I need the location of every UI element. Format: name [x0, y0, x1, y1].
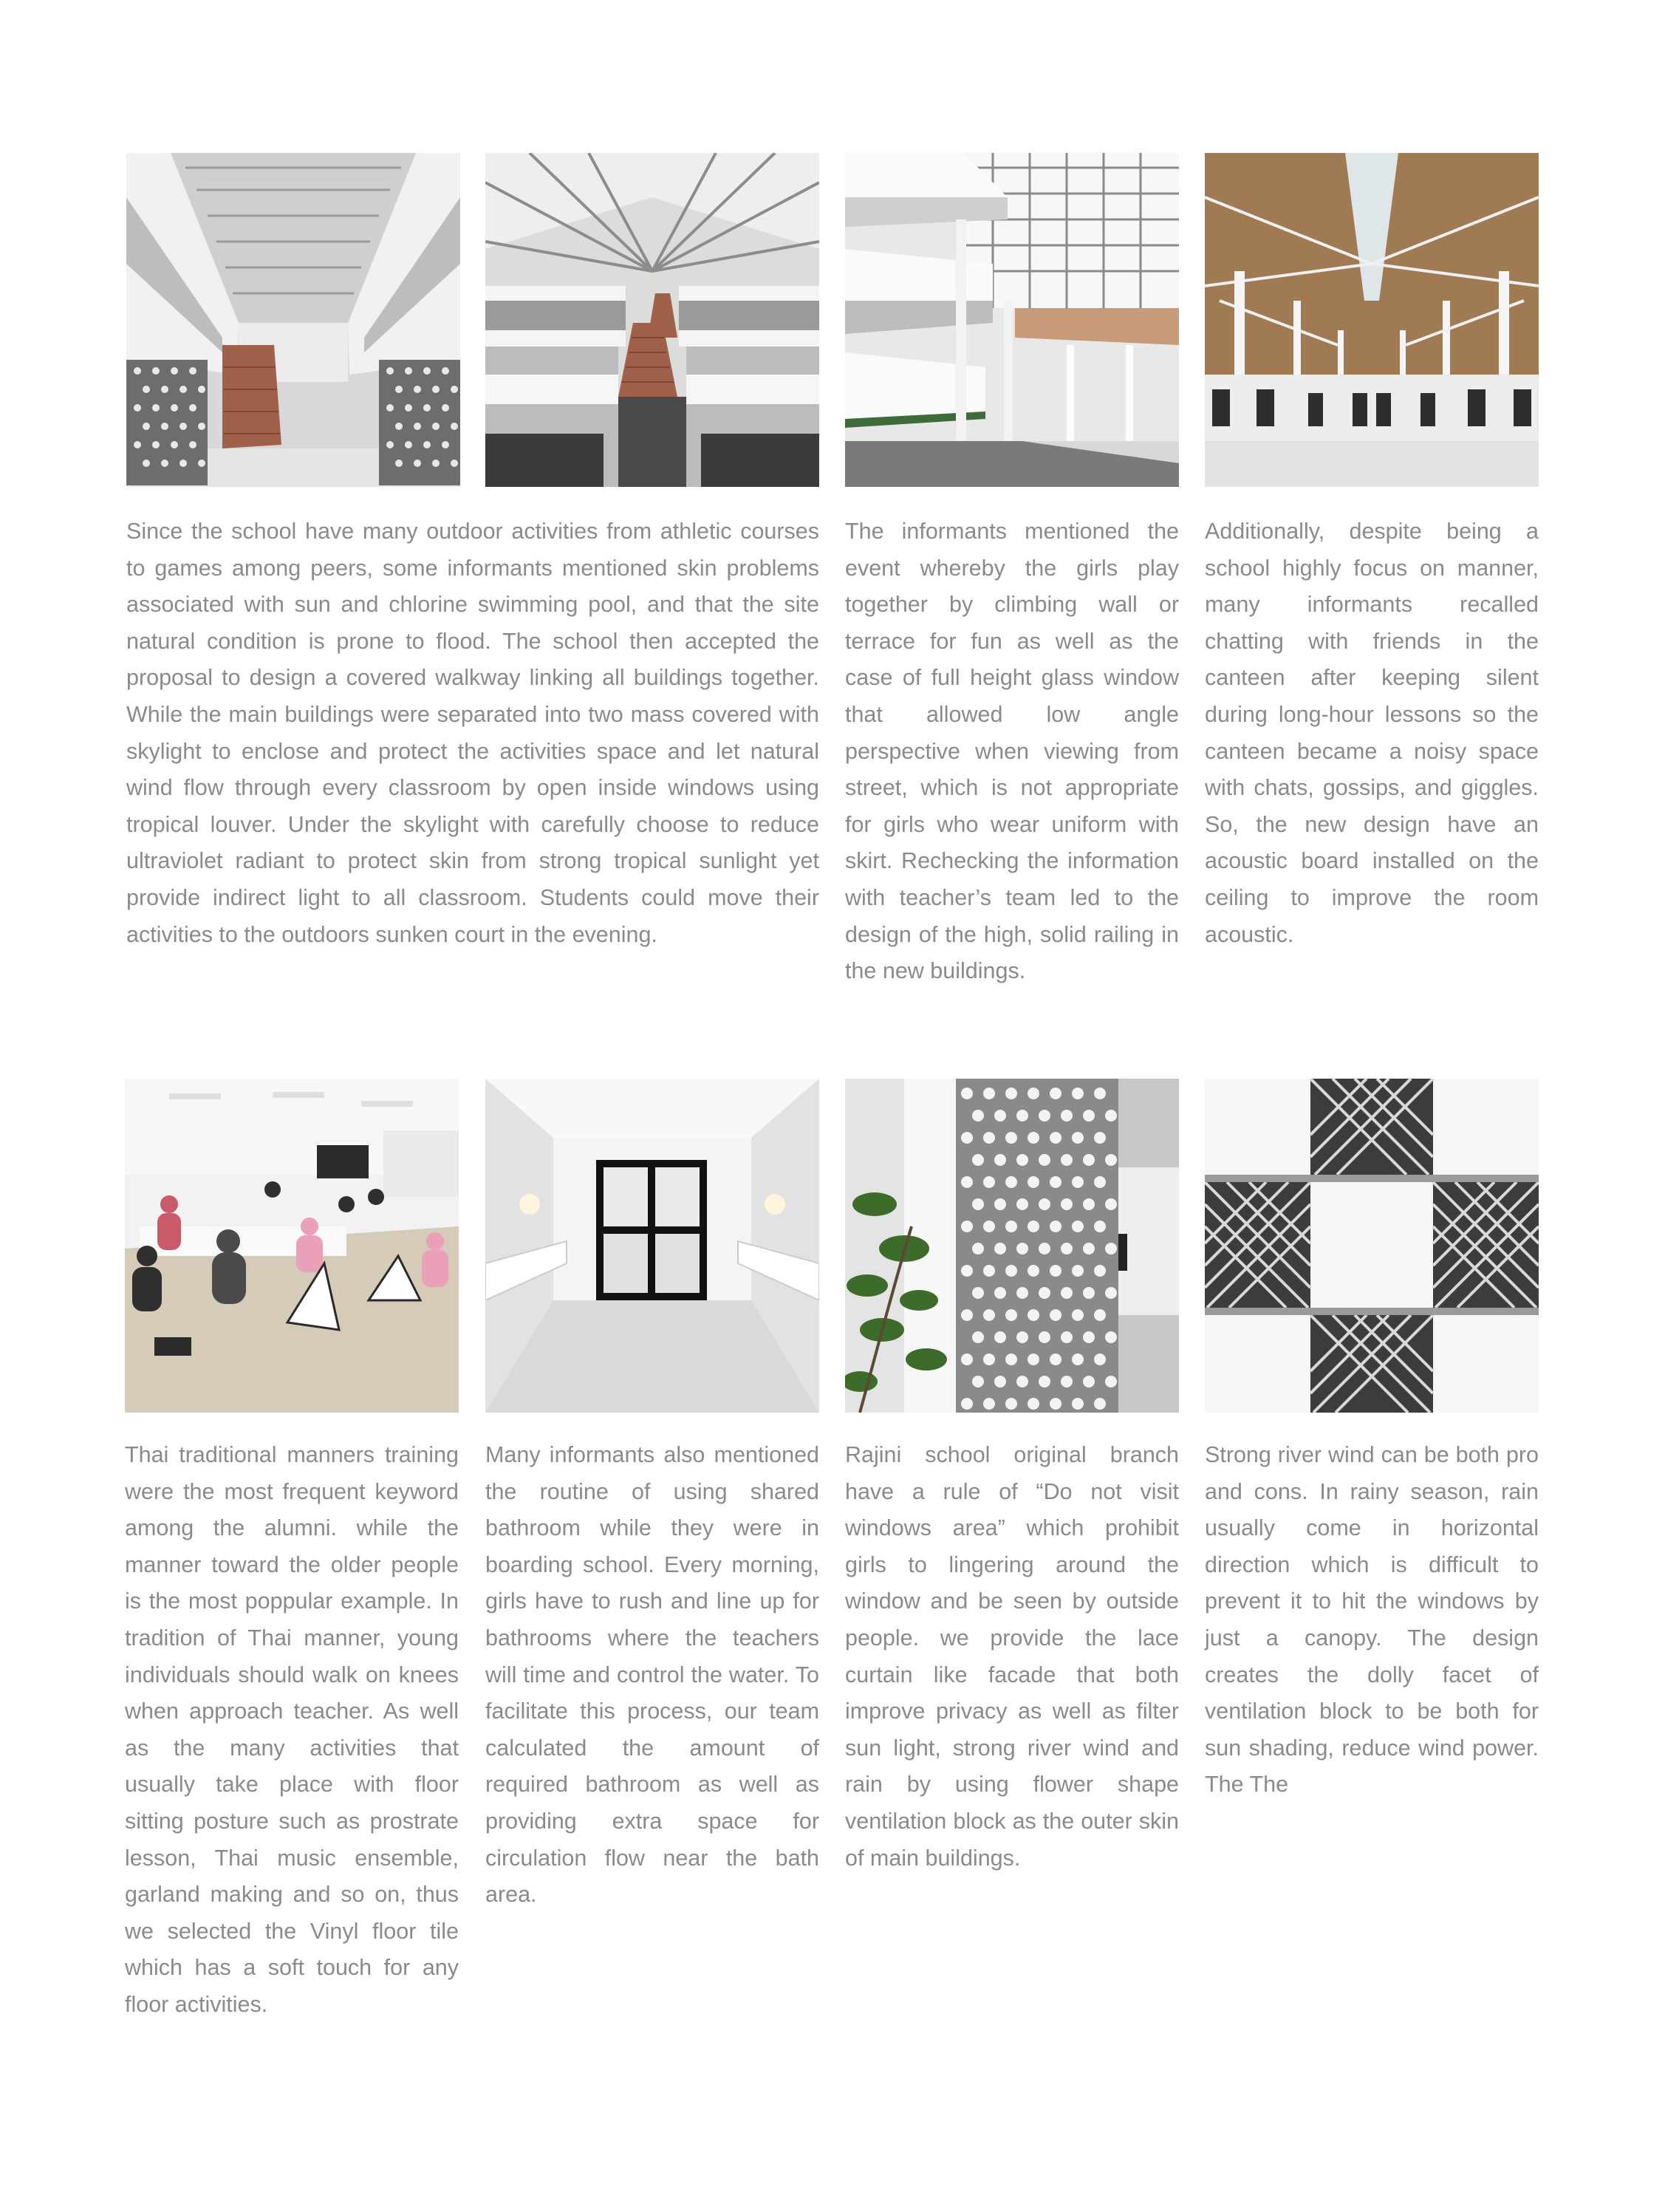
- photo-flower-ventilation-facade: [845, 1079, 1179, 1413]
- paragraph-thai-manners: Thai traditional manners training were the most frequent keyword among the alumni. while the manner toward the older people is the most poppular example. In tradition of Thai manner, young individuals should walk on knees when approach teacher. As well as the many activities that usually take place with floor sitting posture such as prostrate lesson, Thai music ensemble, garland making and so on, thus we selected the Vinyl floor tile which has a soft touch for any floor activities.: [125, 1442, 459, 2017]
- photo-floor-activities-classroom: [125, 1079, 459, 1413]
- photo-atrium-truss-roof: [485, 153, 819, 487]
- paragraph-covered-walkway: Since the school have many outdoor activities from athletic courses to games among peers, some informants mentioned skin problems associated with sun and chlorine swimming pool, and that the site natural condition is prone to flood. The school then accepted the proposal to design a covered walkway linking all buildings together. While the main buildings were separated into two mass covered with skylight to enclose and protect the activities space and let natural wind flow through every classroom by open inside windows using tropical louver. Under the skylight with carefully choose to reduce ultraviolet radiant to protect skin from strong tropical sunlight yet provide indirect light to all classroom. Students could move their activities to the outdoors sunken court in the evening.: [126, 519, 819, 947]
- photo-atrium-skylight-stairs: [126, 153, 460, 487]
- photo-ventilation-block-checkerboard: [1205, 1079, 1539, 1413]
- photo-shared-bathroom: [485, 1079, 819, 1413]
- paragraph-high-railing: The informants mentioned the event whereby the girls play together by climbing wall or terrace for fun as well as the case of full height glass window that allowed low angle perspective when viewing from street, which is not appropriate for girls who wear uniform with skirt. Rechecking the information with teacher’s team led to the design of the high, solid railing in the new buildings.: [845, 519, 1179, 984]
- paragraph-canteen-acoustic: Additionally, despite being a school highly focus on manner, many informants recalled chatting with friends in the canteen after keeping silent during long-hour lessons so the canteen became a noisy space with chats, gossips, and giggles. So, the new design have an acoustic board installed on the ceiling to improve the room acoustic.: [1205, 519, 1539, 947]
- paragraph-windows-rule: Rajini school original branch have a rule of “Do not visit windows area” which prohibit girls to lingering around the window and be seen by outside people. we provide the lace curtain like facade that both improve privacy as well as filter sun light, strong river wind and rain by using flower shape ventilation block as the outer skin of main buildings.: [845, 1442, 1179, 1871]
- paragraph-shared-bathroom: Many informants also mentioned the routine of using shared bathroom while they were in boarding school. Every morning, girls have to rush and line up for bathrooms where the teachers will time and control the water. To facilitate this process, our team calculated the amount of required bathroom as well as providing extra space for circulation flow near the bath area.: [485, 1442, 819, 1908]
- photo-canteen-wood-ceiling: [1205, 153, 1539, 487]
- paragraph-river-wind: Strong river wind can be both pro and cons. In rainy season, rain usually come in horizontal direction which is difficult to prevent it to hit the windows by just a canopy. The design creates the dolly facet of ventilation block to be both for sun shading, reduce wind power. The The: [1205, 1442, 1539, 1798]
- photo-high-railing-corridor: [845, 153, 1179, 487]
